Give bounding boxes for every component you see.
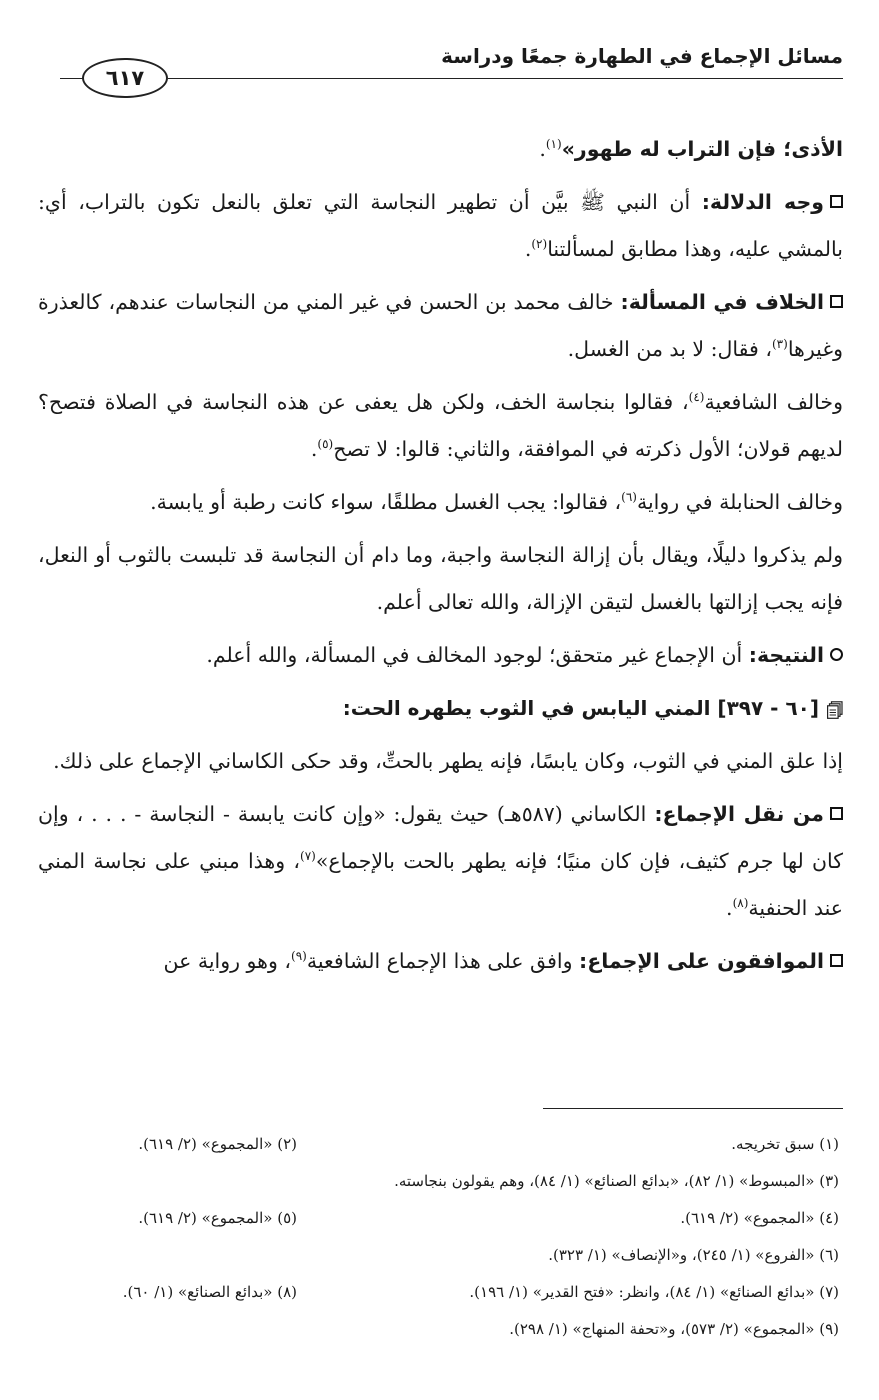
page-number: ٦١٧ [82, 58, 168, 98]
punctuation: . [539, 137, 546, 161]
footnote-ref[interactable]: (٨) [732, 896, 749, 911]
argument-text: ولم يذكروا دليلًا، ويقال بأن إزالة النجاسة واجبة، وما دام أن النجاسة قد تلبست بالثوب أو النعل، فإنه يجب إزالتها بالغسل لتيقن الإزالة، والله تعالى أعلم. [38, 543, 843, 614]
footnote-row [39, 1311, 839, 1348]
result-label: النتيجة: [748, 643, 824, 667]
footnote-5: (٥) «المجموع» (٢/ ٦١٩). [138, 1209, 297, 1227]
footnote-ref[interactable]: (١) [545, 137, 562, 152]
footnote-6: (٦) «الفروع» (١/ ٢٤٥)، و«الإنصاف» (١/ ٣٢٣). [548, 1246, 839, 1264]
circle-bullet-icon [830, 648, 843, 661]
square-bullet-icon [830, 807, 843, 820]
footnote-row [39, 1237, 839, 1274]
result-text: أن الإجماع غير متحقق؛ لوجود المخالف في المسألة، والله أعلم. [206, 643, 749, 667]
transmitter-text-mid: ، وهذا مبني على نجاسة المني عند الحنفية [38, 849, 843, 920]
footnote-3: (٣) «المبسوط» (١/ ٨٢)، «بدائع الصنائع» (١/ ٨٤)، وهم يقولون بنجاسته. [394, 1172, 839, 1190]
footnote-ref[interactable]: (٣) [771, 337, 788, 352]
agreers-label: الموافقون على الإجماع: [579, 949, 824, 973]
paragraph-evidence [38, 179, 843, 273]
footnotes [39, 1126, 839, 1348]
hanbali-text: وخالف الحنابلة في رواية [636, 490, 843, 514]
paragraph-agreers [38, 938, 843, 985]
footnote-8: (٨) «بدائع الصنائع» (١/ ٦٠). [122, 1283, 297, 1301]
footnote-ref[interactable]: (٦) [621, 490, 637, 505]
footnote-row [39, 1126, 839, 1163]
footnote-1: (١) سبق تخريجه. [731, 1135, 839, 1153]
footnote-row [39, 1200, 839, 1237]
square-bullet-icon [830, 195, 843, 208]
dispute-text-end: ، فقال: لا بد من الغسل. [567, 337, 772, 361]
footnote-ref[interactable]: (٩) [291, 949, 307, 964]
transmitter-text: الكاساني (٥٨٧هـ) حيث يقول: «وإن كانت يابسة - النجاسة - . . . ، وإن كان لها جرم كثيف، فإن كان منيًا؛ فإنه يطهر بالحت بالإجماع» [38, 802, 844, 873]
evidence-label: وجه الدلالة: [701, 190, 824, 214]
page-body [38, 126, 843, 985]
footnote-separator [543, 1108, 843, 1109]
continuation-text: الأذى؛ فإن التراب له طهور» [561, 137, 843, 161]
footnote-4: (٤) «المجموع» (٢/ ٦١٩). [680, 1209, 839, 1227]
section-heading-row [38, 685, 843, 732]
transmitter-label: من نقل الإجماع: [654, 802, 824, 826]
punctuation: . [524, 237, 532, 261]
section-heading: [٦٠ - ٣٩٧] المني اليابس في الثوب يطهره الحت: [342, 696, 819, 720]
agreers-text-end: ، وهو رواية عن [163, 949, 291, 973]
header-rule [168, 78, 843, 79]
paragraph-argument [38, 532, 843, 626]
footnote-7: (٧) «بدائع الصنائع» (١/ ٨٤)، وانظر: «فتح القدير» (١/ ١٩٦). [469, 1283, 839, 1301]
intro-text: إذا علق المني في الثوب، وكان يابسًا، فإنه يطهر بالحتِّ، وقد حكى الكاساني الإجماع على ذلك. [53, 749, 843, 773]
footnote-ref[interactable]: (٧) [300, 849, 316, 864]
punctuation: . [726, 896, 733, 920]
paragraph-dispute [38, 279, 843, 373]
punctuation: . [310, 437, 318, 461]
hanbali-text-end: ، فقالوا: يجب الغسل مطلقًا، سواء كانت رطبة أو يابسة. [150, 490, 622, 514]
shafii-text-mid: ، فقالوا بنجاسة الخف، ولكن هل يعفى عن هذه النجاسة في الصلاة فتصح؟ لديهم قولان؛ الأول ذكرته في الموافقة، والثاني: قالوا: لا تصح [38, 390, 843, 461]
square-bullet-icon [830, 954, 843, 967]
footnote-2: (٢) «المجموع» (٢/ ٦١٩). [138, 1135, 297, 1153]
footnote-ref[interactable]: (٥) [317, 437, 334, 452]
dispute-text: خالف محمد بن الحسن في غير المني من النجاسات عندهم، كالعذرة وغيرها [38, 290, 843, 361]
shafii-text: وخالف الشافعية [704, 390, 843, 414]
evidence-text: أن النبي ﷺ بيَّن أن تطهير النجاسة التي تعلق بالنعل تكون بالتراب، أي: بالمشي عليه، وهذا مطابق لمسألتنا [38, 190, 843, 261]
agreers-text: وافق على هذا الإجماع الشافعية [306, 949, 580, 973]
paragraph-hanbali [38, 479, 843, 526]
paragraph-transmitter [38, 791, 843, 932]
page-number-oval-tail [60, 78, 84, 79]
footnote-ref[interactable]: (٢) [531, 237, 548, 252]
footnote-row [39, 1163, 839, 1200]
paragraph-result [38, 632, 843, 679]
paragraph-continuation [38, 126, 843, 173]
stacked-pages-icon [827, 701, 843, 719]
square-bullet-icon [830, 295, 843, 308]
footnote-9: (٩) «المجموع» (٢/ ٥٧٣)، و«تحفة المنهاج» (١/ ٢٩٨). [509, 1320, 839, 1338]
paragraph-intro [38, 738, 843, 785]
dispute-label: الخلاف في المسألة: [620, 290, 824, 314]
footnote-ref[interactable]: (٤) [688, 390, 705, 405]
running-title: مسائل الإجماع في الطهارة جمعًا ودراسة [441, 44, 843, 68]
paragraph-shafii [38, 379, 843, 473]
footnote-row [39, 1274, 839, 1311]
